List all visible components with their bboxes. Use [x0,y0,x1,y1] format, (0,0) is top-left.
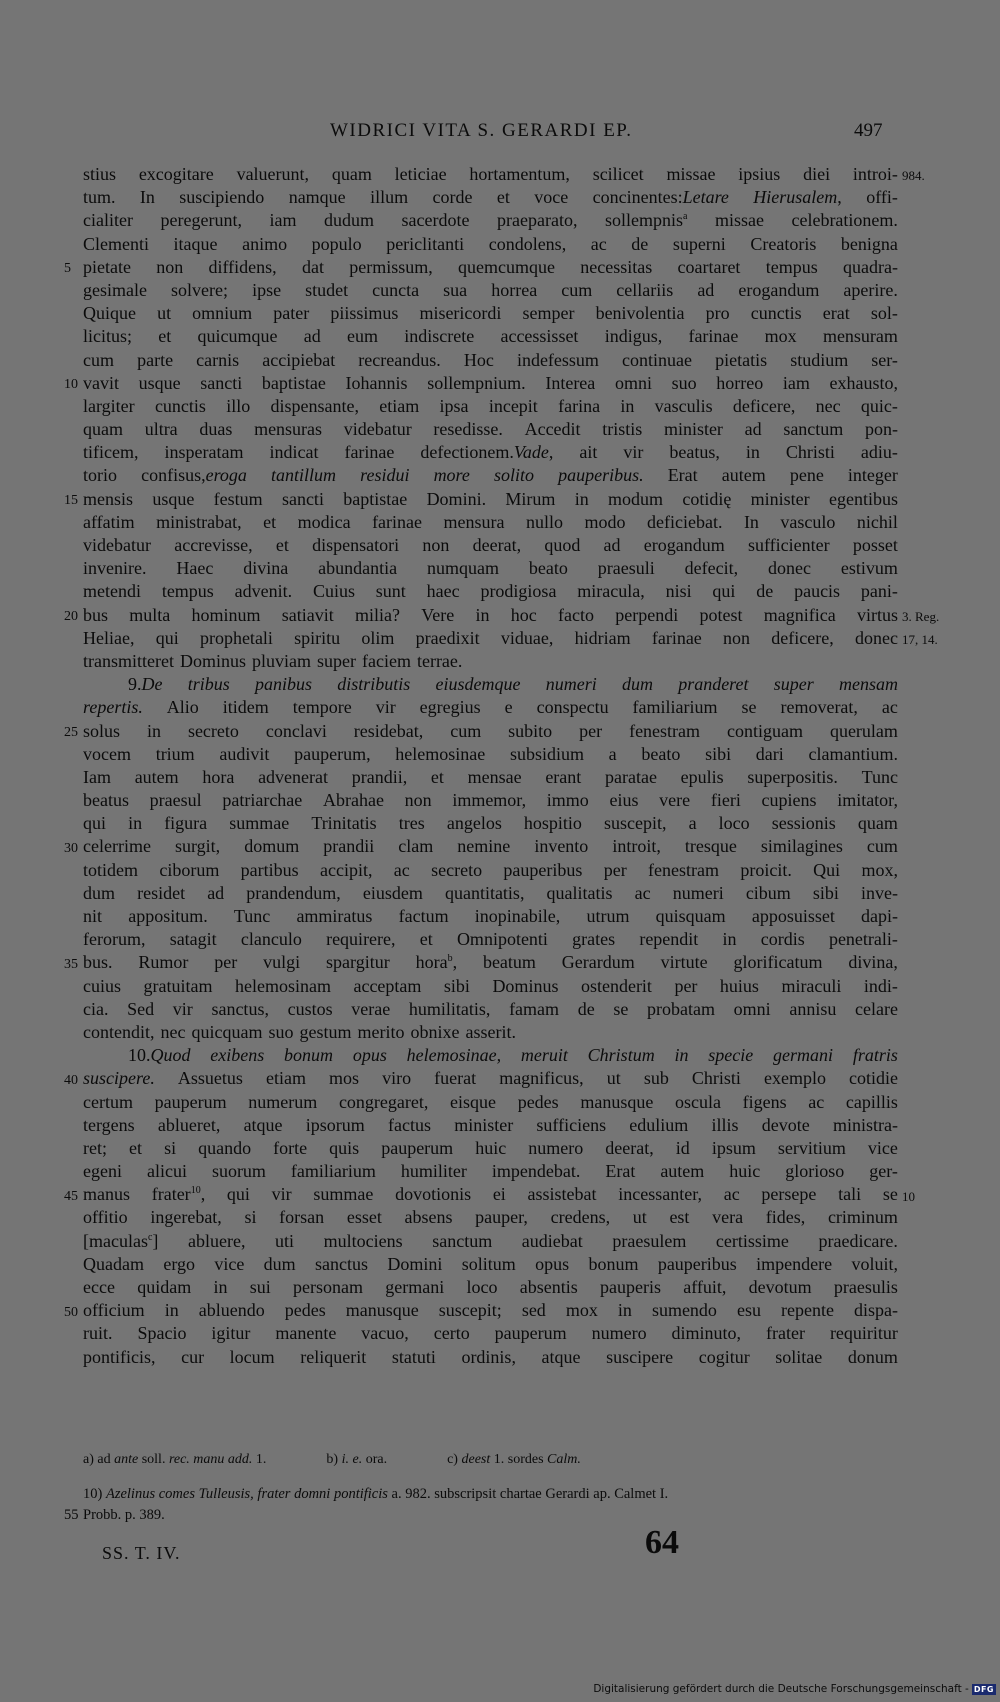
text-line: suscipere. Assuetus etiam mos viro fuerat magnificus, ut sub Christi exemplo cotidie [83,1068,898,1089]
text-line: totidem ciborum partibus accipit, ac secreto pauperibus per fenestram proicit. Qui mox, [83,859,898,880]
text-line: tificem, insperatam indicat farinae defectionem.Vade, ait vir beatus, in Christi adiu- [83,442,898,463]
text-line: Quadam ergo vice dum sanctus Domini solitum opus bonum pauperibus impendere voluit, [83,1253,898,1274]
text-line: affatim ministrabat, et modica farinae mensura nullo modo deficiebat. In vasculo nichil [83,511,898,532]
text-line: nit appositum. Tunc ammiratus factum inopinabile, utrum quisquam apposuisset dapi- [83,906,898,926]
footnote-item: c) deest 1. sordes Calm. [447,1452,581,1467]
line-number: 15 [64,492,78,508]
text-line: pietate non diffidens, dat permissum, quemcumque necessitas coartaret tempus quadra- [83,256,898,277]
text-line: qui in figura summae Trinitatis tres angelos hospitio suscepit, a loco sessionis quam [83,813,898,834]
dfg-logo: DFG [973,1684,994,1694]
text-line: Iam autem hora advenerat prandii, et mensae erant paratae epulis superpositis. Tunc [83,766,898,787]
text-line: beatus praesul patriarchae Abrahae non immemor, immo eius vere fieri cupiens imitator, [83,790,898,811]
text-line: ruit. Spacio igitur manente vacuo, certo pauperum numero diminuto, frater requiritur [83,1323,898,1344]
text-line: tum. In suscipiendo namque illum corde et voce concinentes:Letare Hierusalem, offi- [83,187,898,208]
signature-mark: SS. T. IV. [102,1543,181,1563]
line-number: 30 [64,840,78,856]
text-line: cialiter peregerunt, iam dudum sacerdote praeparato, sollempnis$^a$ missae celebrationem. [83,210,898,231]
text-line: largiter cunctis illo dispensante, etiam ipsa incepit farina in vasculis deficere, nec quic- [83,395,898,416]
footnotes [64,1450,898,1526]
footnote-10-line2: Probb. p. 389. [83,1507,165,1523]
text-line: tergens ablueret, atque ipsorum factus minister sufficiens edulium illis devote ministra- [83,1114,898,1135]
page-header [0,120,1000,150]
footnote-item: b) i. e. ora. [326,1452,388,1467]
text-line: repertis. Alio itidem tempore vir egregius e conspectu familiarium se removerat, ac [83,697,898,718]
footnote-line-number: 55 [64,1507,79,1523]
text-line: cuius gratuitam helemosinam acceptam sibi Dominus ostenderit per huius miraculi indi- [83,975,898,996]
running-title: WIDRICI VITA S. GERARDI EP. [330,120,633,141]
text-line: vocem trium audivit pauperum, helemosinae subsidium a beato sibi dari clamantium. [83,743,898,764]
margin-note: 10 [902,1188,915,1204]
line-number: 40 [64,1072,78,1088]
text-line: 10.Quod exibens bonum opus helemosinae, meruit Christum in specie germani fratris [128,1045,898,1066]
text-line: contendit, nec quicquam suo gestum merito obnixe asserit. [83,1021,516,1042]
text-line: [maculas$^c$] abluere, uti multociens sanctum audiebat praesulem certissime praedicare. [83,1230,898,1251]
text-line: egeni alicui suorum familiarium humiliter impendebat. Erat autem huic glorioso ger- [83,1161,898,1182]
margin-note: 17, 14. [902,632,938,647]
text-line: mensis usque festum sancti baptistae Domini. Mirum in modum cotidię minister egentibus [83,488,898,509]
footnote-long [64,1484,898,1526]
text-line: celerrime surgit, domum prandii clam nemine invento introit, tresque similagines cum [83,836,898,857]
text-line: gesimale solvere; ipse studet cuncta sua horrea cum cellariis ad erogandum aperire. [83,279,898,300]
text-line: licitus; et quicumque ad eum indiscrete accessisset indigus, farinae mox mensuram [83,326,898,347]
text-line: transmitteret Dominus pluviam super faciem terrae. [83,650,463,671]
page-number: 497 [854,120,883,141]
sheet-number: 64 [645,1524,679,1561]
text-line: Heliae, qui prophetali spiritu olim praedixit viduae, hidriam farinae non deficere, donec [83,627,898,648]
text-line: stius excogitare valuerunt, quam leticiae hortamentum, scilicet missae ipsius diei introi- [83,164,898,184]
text-line: quam ultra duas mensuras videbatur resedisse. Accedit tristis minister ad sanctum pon- [83,419,898,440]
text-line: cia. Sed vir sanctus, custos verae humilitatis, famam de se probatam omni annisu celare [83,998,898,1019]
footnote-item: a) ad ante soll. rec. manu add. 1. [83,1452,267,1467]
text-line: bus multa hominum satiavit milia? Vere in hoc facto perpendi potest magnifica virtus [83,604,898,625]
line-number: 20 [64,608,78,624]
body-text [83,163,898,1369]
text-line: ret; et si quando forte quis pauperum huic numero deerat, id ipsum servitium vice [83,1137,898,1158]
text-line: 9.De tribus panibus distributis eiusdemque numeri dum pranderet super mensam [128,674,898,695]
text-line: pontificis, cur locum reliquerit statuti ordinis, atque suscipere cogitur solitae donum [83,1346,898,1367]
text-line: manus frater$^{10}$, qui vir summae dovotionis ei assistebat incessanter, ac persepe tali se [83,1184,898,1205]
text-line: vavit usque sancti baptistae Iohannis sollempnium. Interea omni suo horreo iam exhausto, [83,372,898,393]
text-line: ferorum, satagit clanculo requirere, et Omnipotenti grates rependit in cordis penetrali- [83,929,898,950]
footnote-10-text: a. 982. subscripsit chartae Gerardi ap. Calmet I. [391,1486,669,1502]
footnote-10-italic: Azelinus comes Tulleusis, frater domni pontificis [105,1486,388,1502]
text-line: officium in abluendo pedes manusque suscepit; sed mox in sumendo esu repente dispa- [83,1300,898,1321]
line-number: 50 [64,1304,78,1320]
line-number: 10 [64,376,78,392]
line-number: 45 [64,1188,78,1204]
line-number: 35 [64,956,78,972]
footnote-short-row [83,1450,898,1470]
text-line: invenire. Haec divina abundantia numquam beato praesuli defecit, donec estivum [83,558,898,579]
text-line: dum residet ad prandendum, eiusdem quantitatis, qualitatis ac numeri cibum sibi inve- [83,882,898,903]
text-line: ecce quidam in sui personam germani loco absentis pauperis affuit, devotum praesulis [83,1277,898,1297]
footnote-10-mark: 10) [83,1486,103,1502]
text-line: metendi tempus advenit. Cuius sunt haec prodigiosa miracula, nisi qui de paucis pani- [83,581,898,602]
funding-text: Digitalisierung gefördert durch die Deutsche Forschungsgemeinschaft - [593,1683,969,1695]
text-line: Quique ut omnium pater piissimus misericordi semper benivolentia pro cunctis erat sol- [83,303,898,324]
text-line: certum pauperum numerum congregaret, eisque pedes manusque oscula figens ac capillis [83,1091,898,1112]
line-number: 5 [64,260,71,276]
line-number: 25 [64,724,78,740]
funding-note [593,1683,996,1695]
text-line: bus. Rumor per vulgi spargitur hora$^b$, beatum Gerardum virtute glorificatum divina, [83,952,898,973]
text-line: offitio ingerebat, si forsan esset absens pauper, credens, ut est vera fides, criminum [83,1207,898,1228]
margin-note: 984. [902,168,925,183]
text-line: videbatur accrevisse, et dispensatori non deerat, quod ad erogandum sufficienter posset [83,535,898,555]
text-line: cum parte carnis accipiebat recreandus. Hoc indefessum continuae pietatis studium ser- [83,349,898,370]
text-line: Clementi itaque animo populo periclitanti condolens, ac de superni Creatoris benigna [83,233,898,254]
margin-note: 3. Reg. [902,608,940,624]
text-line: torio confisus,eroga tantillum residui more solito pauperibus. Erat autem pene integer [83,465,898,486]
text-line: solus in secreto conclavi residebat, cum subito per fenestram contiguam querulam [83,720,898,741]
